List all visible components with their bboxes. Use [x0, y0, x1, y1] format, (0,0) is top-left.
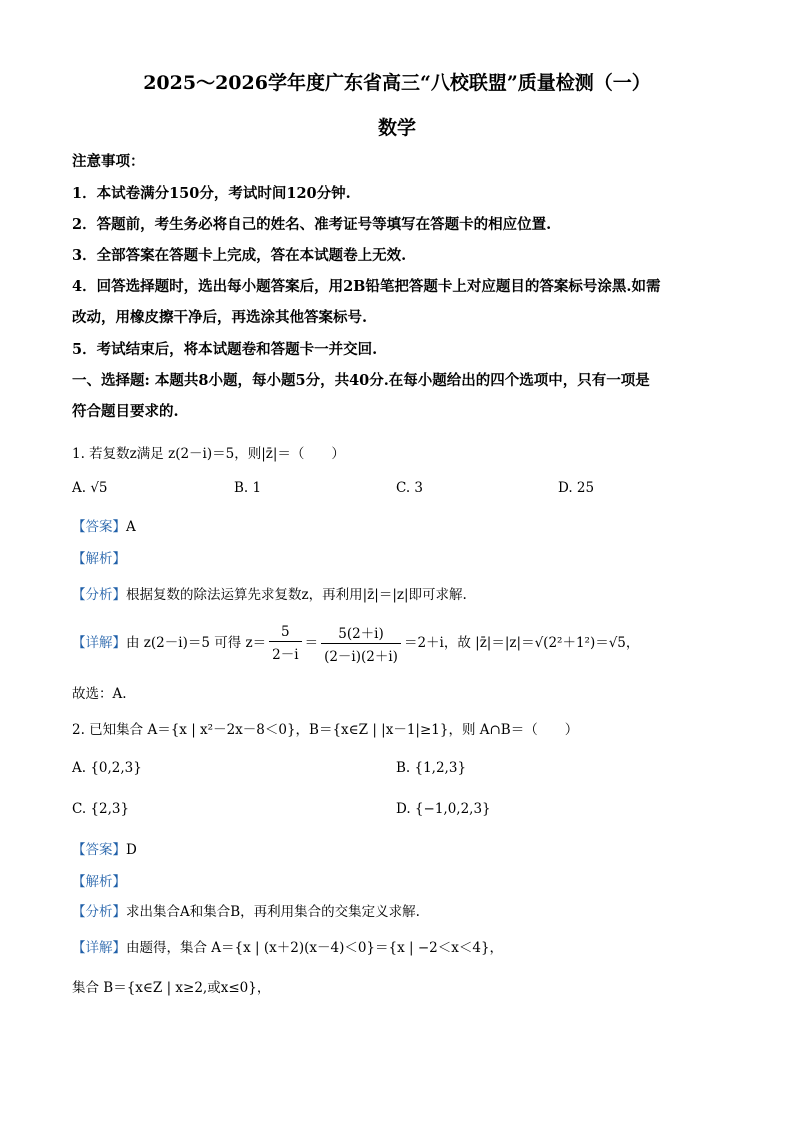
q1-option-d: D. 25 [558, 480, 595, 496]
q2-set-b: 集合 B＝{x∈Z | x≥2,或x≤0}， [72, 980, 271, 996]
answer-value: A [126, 519, 136, 535]
answer-tag: 【答案】 [72, 842, 126, 858]
q1-option-a: A. √5 [72, 480, 108, 496]
analysis-tag: 【解析】 [72, 551, 126, 567]
question-2-stem: 2. 已知集合 A＝{x | x²－2x－8＜0}，B＝{x∈Z | |x－1|≥1}，则 A∩B＝（ ） [72, 722, 579, 738]
q2-option-c: C. {2,3} [72, 801, 130, 817]
fraction-1 [269, 624, 301, 663]
xiangjie-tag: 【详解】 [72, 940, 126, 956]
q1-xiangjie [72, 622, 639, 665]
notes-heading: 注意事项： [72, 153, 145, 170]
xiangjie-tag: 【详解】 [72, 635, 126, 651]
answer-tag: 【答案】 [72, 519, 126, 535]
note-item: 5．考试结束后，将本试题卷和答题卡一并交回. [72, 341, 378, 358]
fraction-1-denominator: 2－i [272, 647, 299, 663]
xiangjie-text-a: 由 z(2－i)＝5 可得 z＝ [126, 635, 267, 651]
exam-title: 2025～2026学年度广东省高三“八校联盟”质量检测（一） [143, 72, 651, 94]
answer-value: D [126, 842, 137, 858]
fraction-2 [321, 622, 401, 665]
question-1-stem: 1. 若复数z满足 z(2－i)＝5，则|z̄|＝（ ） [72, 446, 345, 462]
note-item: 4．回答选择题时，选出每小题答案后，用2B铅笔把答题卡上对应题目的答案标号涂黑.如需 [72, 278, 661, 295]
fraction-2-denominator: (2－i)(2＋i) [324, 649, 398, 665]
q1-option-b: B. 1 [234, 480, 262, 496]
subject-title: 数学 [377, 117, 416, 139]
note-item: 1．本试卷满分150分，考试时间120分钟. [72, 185, 351, 202]
equals-sign: ＝ [304, 635, 319, 651]
analysis-tag: 【解析】 [72, 874, 126, 890]
fenxi-text: 求出集合A和集合B，再利用集合的交集定义求解. [126, 904, 420, 920]
xiangjie-text: 由题得，集合 A＝{x | (x＋2)(x－4)＜0}＝{x | −2＜x＜4}， [126, 940, 504, 956]
xiangjie-text-b: ＝2＋i，故 |z̄|＝|z|＝√(2²＋1²)＝√5， [403, 635, 640, 651]
fraction-2-numerator: 5(2＋i) [321, 622, 401, 644]
q2-option-b: B. {1,2,3} [396, 760, 467, 776]
q1-answer [72, 515, 136, 535]
q1-fenxi [72, 583, 467, 603]
q1-conclusion: 故选：A. [72, 686, 127, 702]
q2-xiangjie [72, 936, 503, 956]
q2-analysis-label [72, 870, 126, 890]
section-heading-cont: 符合题目要求的. [72, 403, 179, 420]
q2-fenxi [72, 900, 420, 920]
fenxi-tag: 【分析】 [72, 587, 126, 603]
q2-answer [72, 838, 137, 858]
note-item: 改动，用橡皮擦干净后，再选涂其他答案标号. [72, 309, 368, 326]
fraction-1-numerator: 5 [269, 624, 301, 642]
fenxi-tag: 【分析】 [72, 904, 126, 920]
section-heading: 一、选择题: 本题共8小题，每小题5分，共40分.在每小题给出的四个选项中，只有一项是 [72, 372, 650, 389]
q2-option-a: A. {0,2,3} [72, 760, 142, 776]
note-item: 3．全部答案在答题卡上完成，答在本试题卷上无效. [72, 247, 407, 264]
q1-option-c: C. 3 [396, 480, 424, 496]
q1-analysis-label [72, 547, 126, 567]
note-item: 2．答题前，考生务必将自己的姓名、准考证号等填写在答题卡的相应位置. [72, 216, 552, 233]
q2-option-d: D. {−1,0,2,3} [396, 801, 491, 817]
fenxi-text: 根据复数的除法运算先求复数z，再利用|z̄|＝|z|即可求解. [126, 587, 467, 603]
